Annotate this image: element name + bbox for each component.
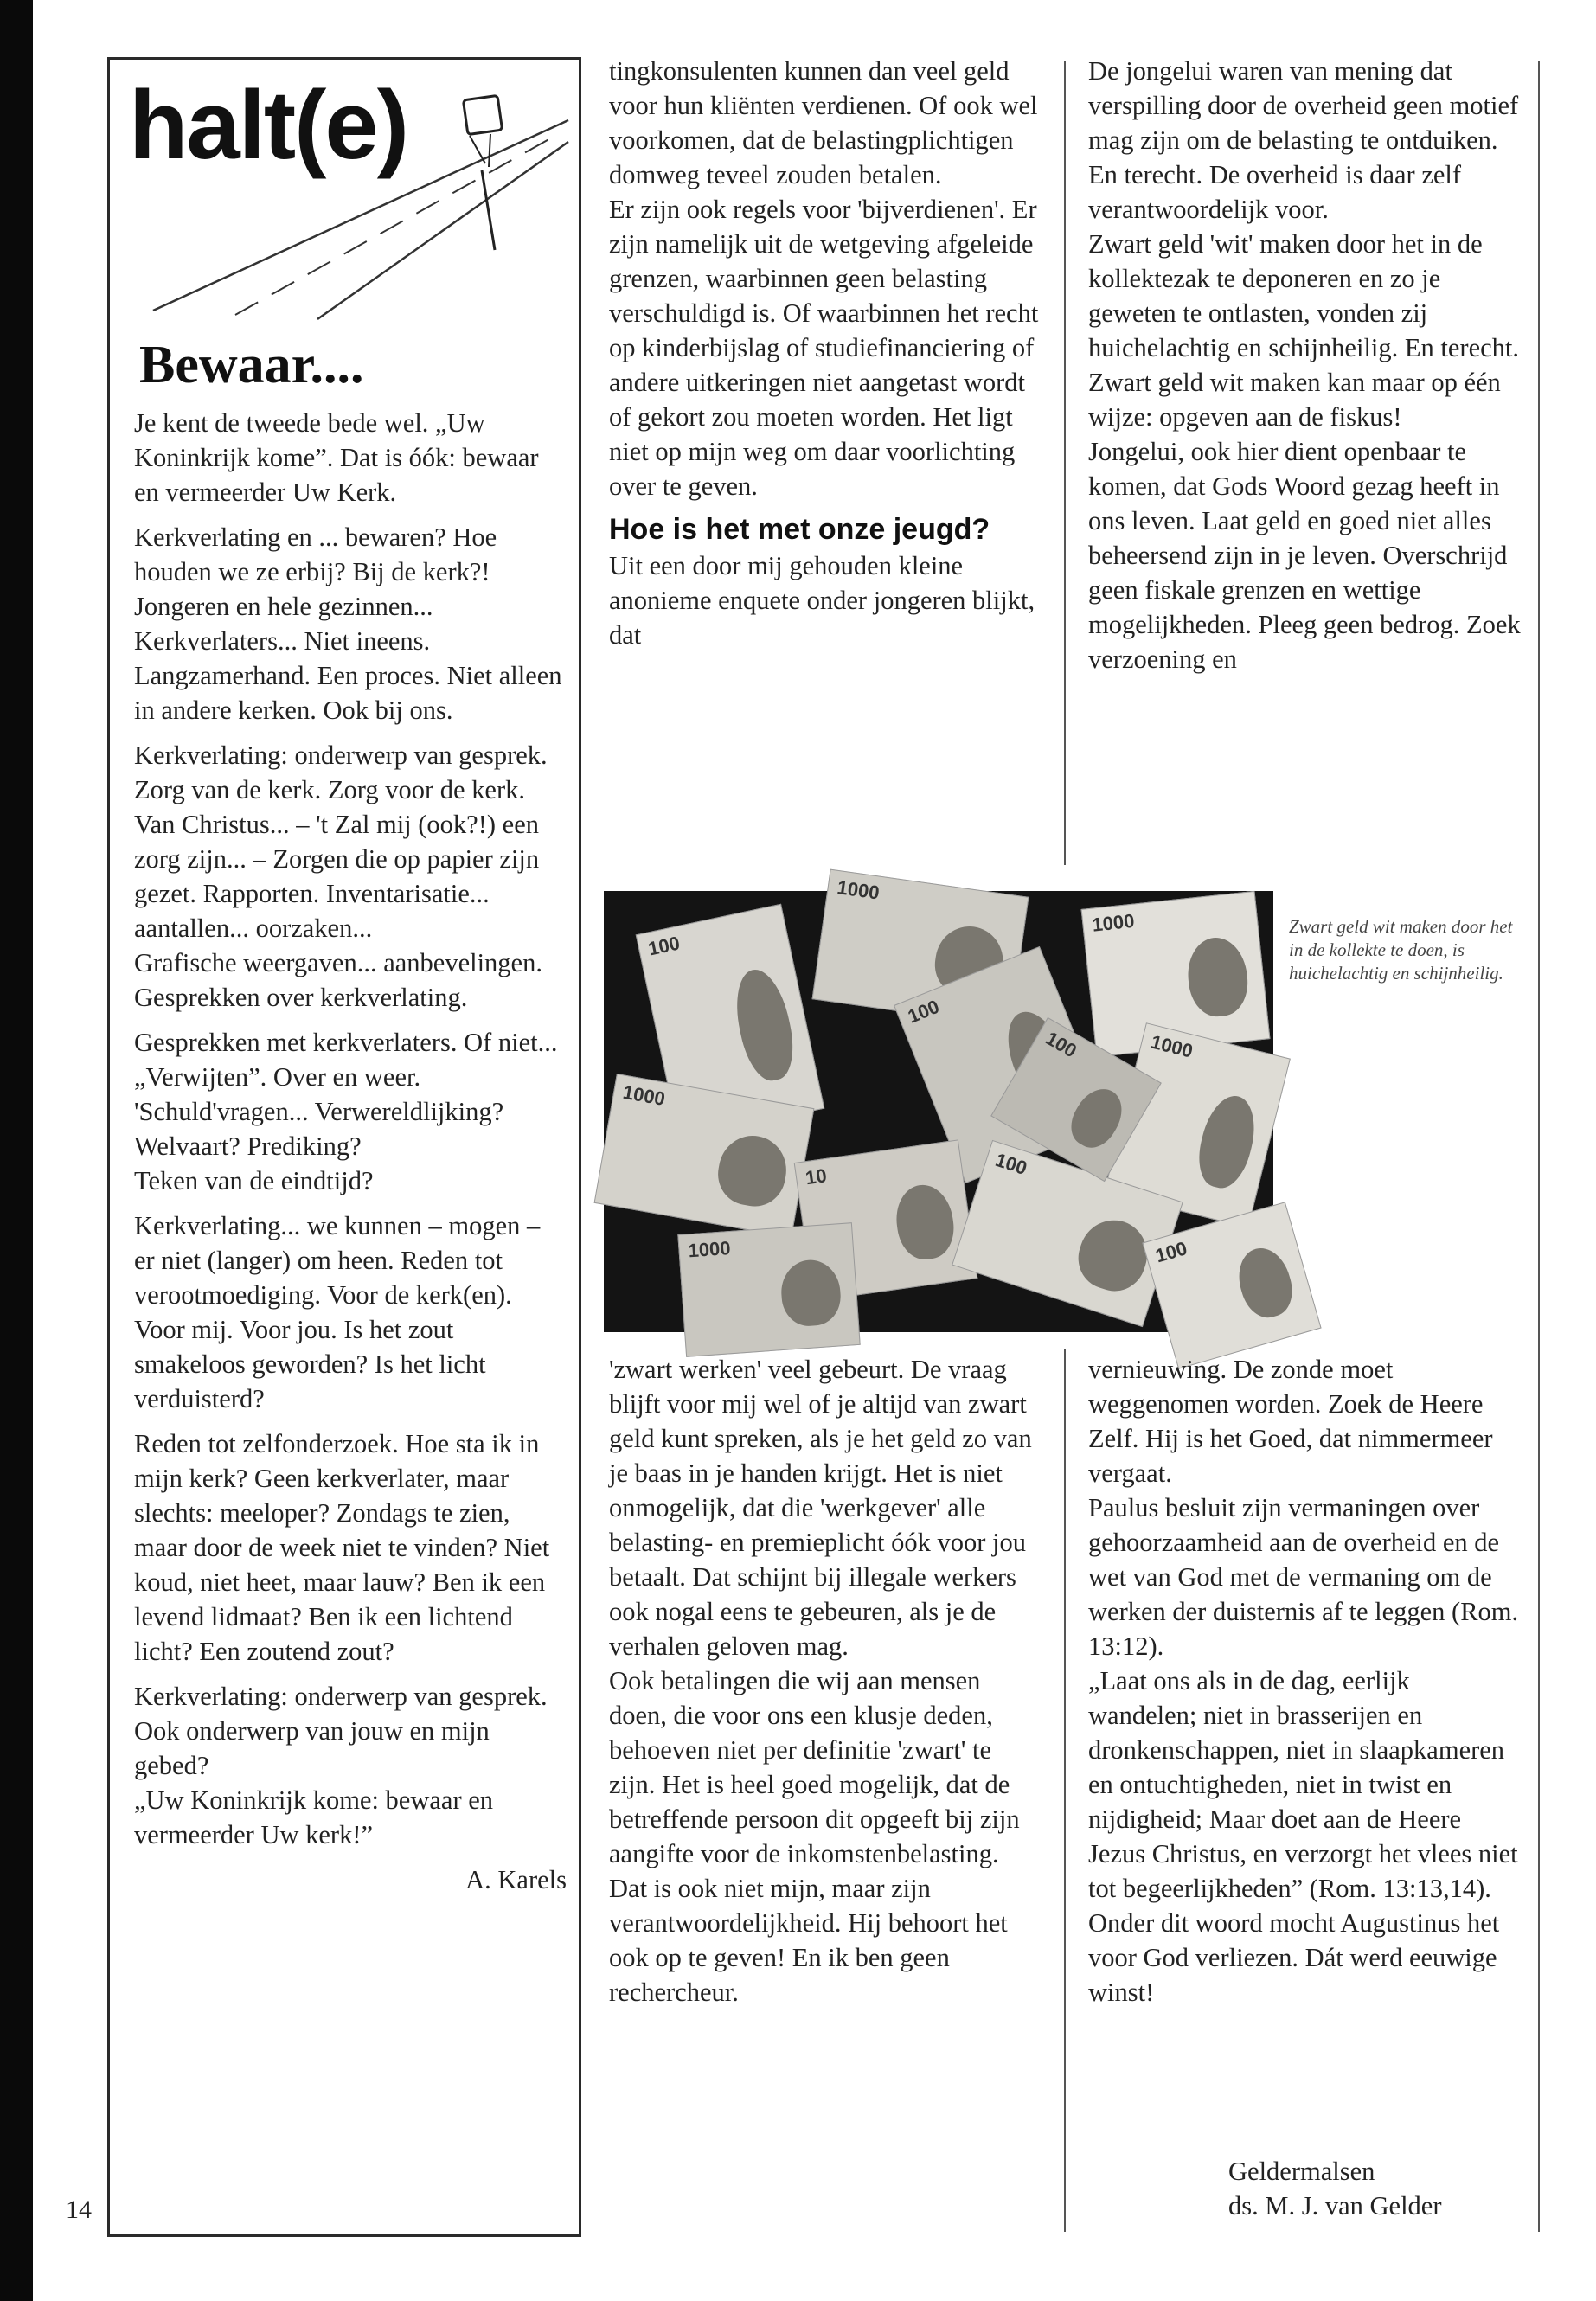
box-paragraph: Kerkverlating: onderwerp van gesprek. Ook onderwerp van jouw en mijn gebed? „Uw Koninkrijk kome: bewaar en vermeerder Uw kerk!” — [134, 1682, 548, 1849]
photo-caption: Zwart geld wit maken door het in de kollekte te doen, is huichelachtig en schijnheilig. — [1289, 916, 1513, 984]
column-rule-bottom — [1064, 1349, 1066, 2232]
banknote-value: 100 — [904, 995, 943, 1028]
article-paragraph: Zwart geld 'wit' maken door het in de kollektezak te deponeren en zo je geweten te ontlasten, vonden zij huichelachtig en schijnheilig. En terecht. Zwart geld wit maken kan maar op één wijze: opgeven aan de fiskus! — [1088, 229, 1519, 432]
article-paragraph: tingkonsulenten kunnen dan veel geld voor hun kliënten verdienen. Of ook wel voorkomen, dat de belastingplichtigen domweg teveel zouden betalen. — [609, 56, 1038, 189]
article-column-middle-bottom — [609, 1352, 1042, 2009]
banknote-value: 1000 — [1091, 909, 1136, 936]
banknote-portrait — [779, 1259, 843, 1328]
banknote-portrait — [1232, 1242, 1299, 1324]
box-paragraph: Kerkverlating... we kunnen – mogen – er niet (langer) om heen. Reden tot verootmoediging. Voor de kerk(en). Voor mij. Voor jou. Is het zout smakeloos geworden? Is het licht verduisterd? — [134, 1211, 541, 1413]
banknote-portrait — [1191, 1091, 1262, 1194]
road-spacer — [162, 176, 231, 207]
article-column-middle-top — [609, 54, 1042, 652]
article-column-right-top — [1088, 54, 1521, 676]
banknote-value: 100 — [1152, 1237, 1190, 1267]
box-author: A. Karels — [465, 1865, 567, 1894]
box-paragraph: Reden tot zelfonderzoek. Hoe sta ik in mijn kerk? Geen kerkverlater, maar slechts: meeloper? Zondags te zien, maar door de week niet te vinden? Niet koud, niet heet, maar lauw? Ben ik een levend lidmaat? Ben ik een lichtend licht? Een zoutend zout? — [134, 1429, 550, 1666]
box-heading: Bewaar.... — [139, 336, 364, 394]
article-paragraph: 'zwart werken' veel gebeurt. De vraag blijft voor mij wel of je altijd van zwart geld kunt spreken, als je het geld zo van je baas in je handen krijgt. Het is niet onmogelijk, dat die 'werkgever' alle belasting- en premieplicht óók voor jou betaalt. Dat schijnt bij illegale werkers ook nogal eens te gebeuren, als je de verhalen geloven mag. — [609, 1355, 1032, 1661]
banknote-portrait — [892, 1181, 958, 1263]
banknote-portrait — [713, 1131, 792, 1211]
article-paragraph: De jongelui waren van mening dat verspilling door de overheid geen motief mag zijn om de belasting te ontduiken. En terecht. De overheid is daar zelf verantwoordelijk voor. — [1088, 56, 1519, 224]
banknote-portrait — [1062, 1080, 1131, 1155]
article-signoff — [1228, 2154, 1442, 2223]
column-logo-title: halt(e) — [129, 71, 407, 179]
banknote — [677, 1222, 860, 1357]
article-paragraph: „Laat ons als in de dag, eerlijk wandelen; niet in brasserijen en dronkenschappen, niet in slaapkameren en ontuchtigheden, niet in twist en nijdigheid; Maar doet aan de Heere Jezus Christus, en verzorgt het vlees niet tot begeerlijkheden” (Rom. 13:13,14). Onder dit woord mocht Augustinus het voor God verliezen. Dát werd eeuwige winst! — [1088, 1666, 1518, 2007]
sign-plate — [463, 95, 502, 134]
column-rule-left — [1064, 61, 1066, 865]
article-paragraph: Er zijn ook regels voor 'bijverdienen'. Er zijn namelijk uit de wetgeving afgeleide grenzen, waarbinnen geen belasting verschuldigd is. Of waarbinnen het recht op kinderbijslag of studiefinanciering of andere uitkeringen niet aangetast wordt of gekort zou moeten worden. Het ligt niet op mijn weg om daar voorlichting over te geven. — [609, 195, 1039, 501]
banknote-value: 10 — [804, 1164, 829, 1189]
article-column-right-bottom — [1088, 1352, 1521, 2009]
signoff-author: ds. M. J. van Gelder — [1228, 2191, 1442, 2221]
box-body — [134, 406, 567, 1907]
box-paragraph: Kerkverlating: onderwerp van gesprek. Zorg van de kerk. Zorg voor de kerk. Van Christus... – 't Zal mij (ook?!) een zorg zijn... – Zorgen die op papier zijn gezet. Rapporten. Inventarisatie... aantallen... oorzaken... Grafische weergaven... aanbevelingen. Gesprekken over kerkverlating. — [134, 740, 548, 1012]
binding-edge — [0, 0, 33, 2301]
banknote-portrait — [1070, 1211, 1156, 1298]
banknote-value: 100 — [1042, 1027, 1081, 1062]
banknote-value: 100 — [645, 932, 683, 960]
sign-pole — [482, 170, 495, 250]
article-paragraph: Uit een door mij gehouden kleine anonieme enquete onder jongeren blijkt, dat — [609, 551, 1035, 650]
box-paragraph: Kerkverlating en ... bewaren? Hoe houden we ze erbij? Bij de kerk?! Jongeren en hele gezinnen... Kerkverlaters... Niet ineens. Langzamerhand. Een proces. Niet alleen in andere kerken. Ook bij ons. — [134, 522, 562, 725]
banknote-portrait — [728, 965, 800, 1085]
box-paragraph: Je kent de tweede bede wel. „Uw Koninkrijk kome”. Dat is óók: bewaar en vermeerder Uw Kerk. — [134, 408, 539, 507]
signoff-place: Geldermalsen — [1228, 2157, 1375, 2186]
article-paragraph: vernieuwing. De zonde moet weggenomen worden. Zoek de Heere Zelf. Hij is het Goed, dat nimmermeer vergaat. — [1088, 1355, 1493, 1488]
page-number: 14 — [66, 2195, 92, 2224]
sidebar-box — [107, 57, 581, 2237]
banknote-value: 1000 — [621, 1080, 667, 1110]
article-paragraph: Paulus besluit zijn vermaningen over gehoorzaamheid aan de overheid en de wet van God met de vermaning om de werken der duisternis af te leggen (Rom. 13:12). — [1088, 1493, 1519, 1661]
article-paragraph: Ook betalingen die wij aan mensen doen, die voor ons een klusje deden, behoeven niet per definitie 'zwart' te zijn. Het is heel goed mogelijk, dat de betreffende persoon dit opgeeft bij zijn aangifte voor de inkomstenbelasting. Dat is ook niet mijn, maar zijn verantwoordelijkheid. Hij behoort het ook op te geven! En ik ben geen rechercheur. — [609, 1666, 1020, 2007]
banknote-value: 1000 — [1148, 1030, 1195, 1062]
section-subheading: Hoe is het met onze jeugd? — [609, 513, 990, 546]
sign-post — [470, 136, 485, 163]
banknotes-photo — [604, 876, 1273, 1332]
column-rule-right — [1538, 61, 1540, 2232]
sign-post — [489, 134, 490, 167]
banknote-portrait — [1184, 934, 1251, 1019]
banknote-value: 100 — [992, 1148, 1030, 1180]
article-paragraph: Jongelui, ook hier dient openbaar te komen, dat Gods Woord gezag heeft in ons leven. Laat geld en goed niet alles beheersend zijn in je leven. Overschrijd geen fiskale grenzen en wettige mogelijkheden. Pleeg geen bedrog. Zoek verzoening en — [1088, 437, 1521, 674]
box-paragraph: Gesprekken met kerkverlaters. Of niet... „Verwijten”. Over en weer. 'Schuld'vragen... Verwereldlijking? Welvaart? Prediking? Teken van de eindtijd? — [134, 1028, 558, 1195]
banknote-value: 1000 — [836, 876, 881, 904]
banknote-value: 1000 — [687, 1237, 732, 1262]
